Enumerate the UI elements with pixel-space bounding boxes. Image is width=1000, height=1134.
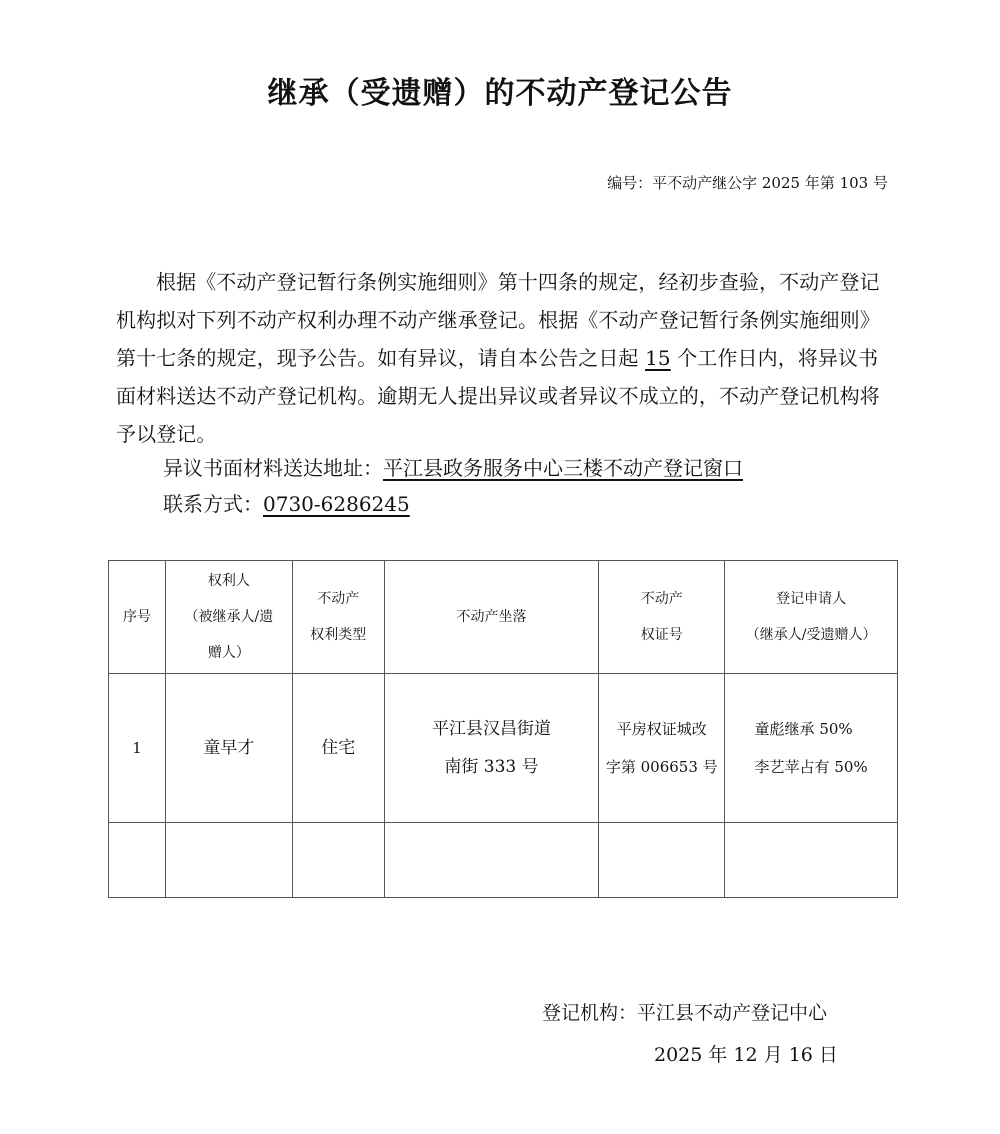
- header-seq: 序号: [109, 561, 166, 674]
- registration-table: [108, 560, 898, 898]
- cell-location: 平江县汉昌街道 南街 333 号: [384, 674, 599, 823]
- header-certificate-no: 不动产 权证号: [599, 561, 725, 674]
- cell-right-type: 住宅: [292, 674, 384, 823]
- address-line: [163, 452, 743, 481]
- address-value: 平江县政务服务中心三楼不动产登记窗口: [383, 456, 743, 480]
- notice-text-part2: 个工作日内，将异议书面材料送达不动产登记机构。逾期无人提出异议或者异议不成立的，不动产登记机构将予以登记。: [116, 346, 880, 446]
- contact-line: [163, 488, 410, 517]
- notice-text-part1: 根据《不动产登记暂行条例实施细则》第十四条的规定，经初步查验，不动产登记机构拟对下列不动产权利办理不动产继承登记。根据《不动产登记暂行条例实施细则》第十七条的规定，现予公告。如有异议，请自本公告之日起: [116, 270, 880, 370]
- cell-certificate-no: 平房权证城改 字第 006653 号: [599, 674, 725, 823]
- address-label: 异议书面材料送达地址：: [163, 456, 383, 480]
- contact-phone: 0730-6286245: [263, 492, 410, 516]
- cell-right-holder: 童早才: [165, 674, 292, 823]
- header-location: 不动产坐落: [384, 561, 599, 674]
- contact-label: 联系方式：: [163, 492, 263, 516]
- header-applicant: 登记申请人 （继承人/受遗赠人）: [725, 561, 898, 674]
- document-number: 编号：平不动产继公字 2025 年第 103 号: [607, 174, 888, 192]
- table-header-row: [109, 561, 898, 674]
- header-right-type: 不动产 权利类型: [292, 561, 384, 674]
- notice-paragraph: [116, 263, 892, 453]
- cell-applicant: 童彪继承 50% 李艺苹占有 50%: [725, 674, 898, 823]
- notice-date: 2025 年 12 月 16 日: [654, 1044, 838, 1066]
- page-title: 继承（受遗赠）的不动产登记公告: [267, 76, 733, 111]
- objection-days: 15: [645, 346, 671, 370]
- table-row-empty: [109, 823, 898, 898]
- header-right-holder: 权利人 （被继承人/遗 赠人）: [165, 561, 292, 674]
- table-row: [109, 674, 898, 823]
- cell-seq: 1: [109, 674, 166, 823]
- registration-organization: 登记机构：平江县不动产登记中心: [542, 1002, 828, 1024]
